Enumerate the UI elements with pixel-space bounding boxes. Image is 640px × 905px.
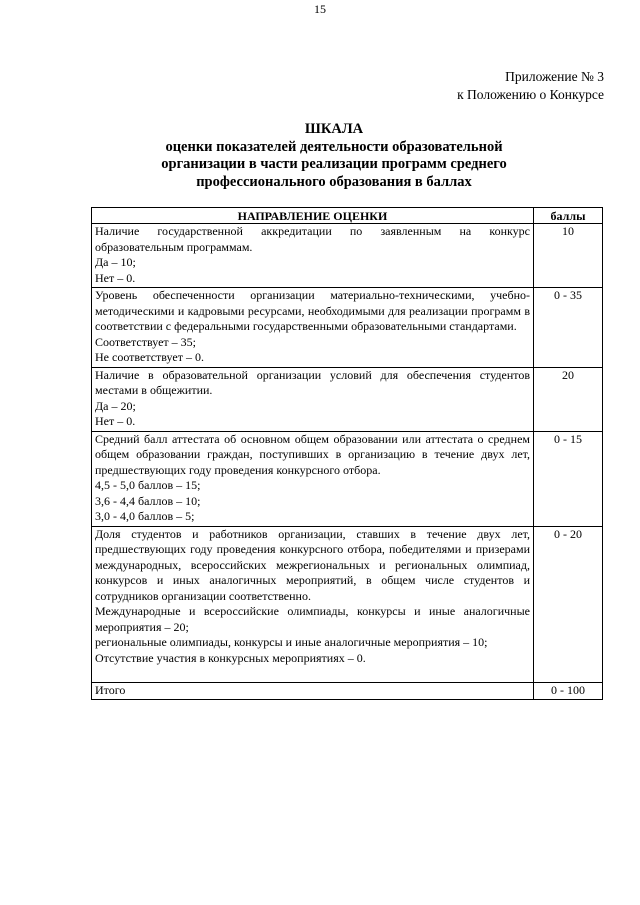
title-line-1: ШКАЛА	[304, 121, 364, 137]
title-line-4: профессионального образования в баллах	[196, 173, 472, 190]
criterion-option: Международные и всероссийские олимпиады, конкурсы и иные аналогичные мероприятия – 20;	[95, 604, 530, 634]
scoring-table	[91, 207, 603, 700]
criterion-option: Отсутствие участия в конкурсных мероприятиях – 0.	[95, 650, 366, 665]
criterion-option: Да – 20;	[95, 398, 136, 413]
criterion-text: Доля студентов и работников организации, ставших в течение двух лет, предшествующих году проведения конкурсного отбора, победителями и призерами международных, всероссийских межрегиональных и региональных олимпиад, конкурсов и иных аналогичных мероприятий, в общем числе студентов и сотрудников организации соответственно.	[95, 526, 530, 603]
criterion-option: 3,0 - 4,0 баллов – 5;	[95, 509, 195, 523]
criterion-text: Уровень обеспеченности организации материально-техническими, учебно-методическими и кадровыми ресурсами, необходимыми для реализации программ в соответствии с федеральными государственными образовательными стандартами.	[95, 288, 530, 333]
appendix-line-1: Приложение № 3	[505, 69, 604, 84]
criterion-cell	[92, 431, 534, 526]
criterion-cell	[92, 367, 534, 431]
points-cell: 0 - 35	[534, 288, 603, 368]
criterion-option: региональные олимпиады, конкурсы и иные аналогичные мероприятия – 10;	[95, 635, 488, 649]
criterion-option: 3,6 - 4,4 баллов – 10;	[95, 493, 201, 508]
criterion-cell	[92, 288, 534, 368]
document-title	[60, 121, 608, 191]
appendix-reference	[457, 68, 604, 104]
table-header-row	[92, 208, 603, 224]
criterion-option: Нет – 0.	[95, 414, 136, 428]
criterion-cell	[92, 224, 534, 288]
points-cell: 10	[534, 224, 603, 288]
total-label: Итого	[92, 682, 534, 700]
criterion-option: Нет – 0.	[95, 270, 136, 285]
criterion-text: Наличие государственной аккредитации по заявленным на конкурс образовательным программам.	[95, 224, 530, 254]
table-row	[92, 224, 603, 288]
title-line-3: организации в части реализации программ среднего	[161, 156, 507, 172]
table-row	[92, 526, 603, 682]
points-cell: 20	[534, 367, 603, 431]
table-row	[92, 367, 603, 431]
criterion-option: Не соответствует – 0.	[95, 350, 204, 364]
table-row	[92, 288, 603, 368]
header-criterion: НАПРАВЛЕНИЕ ОЦЕНКИ	[92, 208, 534, 224]
table-row	[92, 431, 603, 526]
criterion-option: 4,5 - 5,0 баллов – 15;	[95, 478, 201, 492]
appendix-line-2: к Положению о Конкурсе	[457, 87, 604, 102]
criterion-text: Средний балл аттестата об основном общем образовании или аттестата о среднем общем образовании граждан, поступивших в организацию в течение двух лет, предшествующих году проведения конкурсного отбора.	[95, 431, 530, 477]
criterion-text: Наличие в образовательной организации условий для обеспечения студентов местами в общежитии.	[95, 367, 530, 397]
criterion-option: Соответствует – 35;	[95, 334, 196, 349]
header-points: баллы	[534, 208, 603, 224]
table-total-row	[92, 682, 603, 700]
total-points: 0 - 100	[534, 682, 603, 700]
points-cell: 0 - 20	[534, 526, 603, 682]
criterion-cell	[92, 526, 534, 682]
title-line-2: оценки показателей деятельности образовательной	[165, 138, 503, 155]
page-number: 15	[314, 2, 326, 16]
criterion-option: Да – 10;	[95, 255, 136, 269]
points-cell: 0 - 15	[534, 431, 603, 526]
